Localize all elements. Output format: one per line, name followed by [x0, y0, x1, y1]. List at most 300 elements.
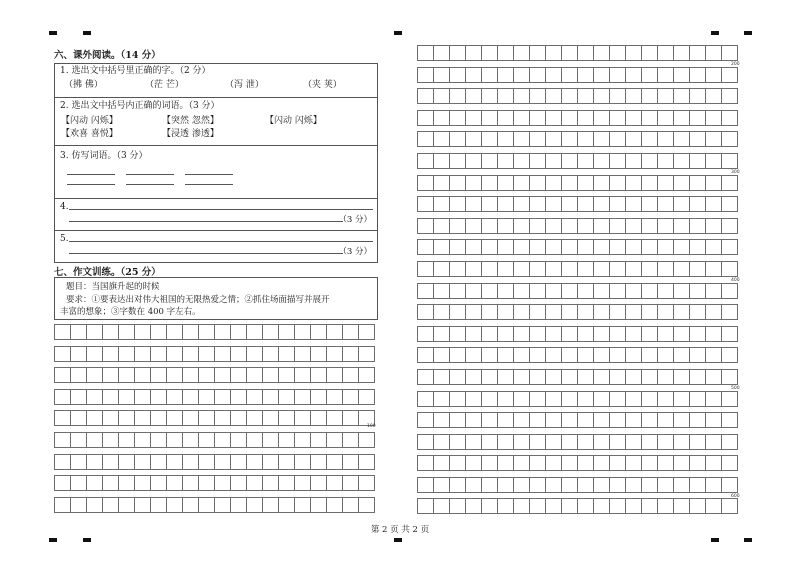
grid-cell[interactable]: [326, 497, 343, 513]
grid-cell[interactable]: [641, 131, 658, 147]
grid-cell[interactable]: [529, 304, 546, 320]
grid-cell[interactable]: [417, 477, 434, 493]
grid-cell[interactable]: [593, 498, 610, 514]
grid-cell[interactable]: [358, 432, 375, 448]
grid-cell[interactable]: [118, 324, 135, 340]
grid-cell[interactable]: [417, 88, 434, 104]
grid-cell[interactable]: [529, 347, 546, 363]
grid-cell[interactable]: [246, 367, 263, 383]
grid-cell[interactable]: [513, 347, 530, 363]
grid-cell[interactable]: [433, 45, 450, 61]
grid-cell[interactable]: [134, 367, 151, 383]
grid-cell[interactable]: [86, 367, 103, 383]
grid-cell[interactable]: [529, 218, 546, 234]
grid-cell[interactable]: [721, 434, 738, 450]
grid-cell[interactable]: [497, 175, 514, 191]
grid-cell[interactable]: [593, 455, 610, 471]
grid-cell[interactable]: [593, 67, 610, 83]
grid-cell[interactable]: [657, 239, 674, 255]
grid-cell[interactable]: [641, 175, 658, 191]
answer-line[interactable]: [69, 221, 343, 222]
grid-cell[interactable]: [465, 218, 482, 234]
grid-cell[interactable]: [294, 324, 311, 340]
grid-cell[interactable]: [721, 304, 738, 320]
grid-cell[interactable]: [721, 67, 738, 83]
grid-cell[interactable]: [230, 475, 247, 491]
grid-cell[interactable]: [545, 304, 562, 320]
grid-cell[interactable]: [342, 432, 359, 448]
grid-cell[interactable]: [625, 45, 642, 61]
grid-cell[interactable]: [705, 412, 722, 428]
grid-cell[interactable]: [545, 391, 562, 407]
grid-cell[interactable]: [513, 239, 530, 255]
grid-cell[interactable]: [609, 88, 626, 104]
grid-cell[interactable]: [102, 454, 119, 470]
grid-cell[interactable]: [577, 88, 594, 104]
grid-cell[interactable]: [625, 110, 642, 126]
grid-cell[interactable]: [641, 304, 658, 320]
grid-cell[interactable]: [673, 412, 690, 428]
grid-cell[interactable]: [433, 239, 450, 255]
grid-cell[interactable]: [577, 196, 594, 212]
grid-cell[interactable]: [134, 410, 151, 426]
grid-cell[interactable]: [481, 369, 498, 385]
grid-cell[interactable]: [625, 239, 642, 255]
grid-cell[interactable]: [70, 432, 87, 448]
grid-cell[interactable]: [593, 412, 610, 428]
grid-cell[interactable]: [529, 239, 546, 255]
grid-cell[interactable]: [182, 324, 199, 340]
grid-cell[interactable]: [657, 131, 674, 147]
grid-cell[interactable]: [625, 261, 642, 277]
grid-cell[interactable]: [657, 498, 674, 514]
grid-cell[interactable]: [609, 455, 626, 471]
grid-cell[interactable]: [705, 347, 722, 363]
grid-cell[interactable]: [358, 324, 375, 340]
grid-cell[interactable]: [433, 304, 450, 320]
grid-cell[interactable]: [246, 389, 263, 405]
grid-cell[interactable]: [70, 475, 87, 491]
grid-cell[interactable]: [529, 88, 546, 104]
grid-cell[interactable]: [465, 498, 482, 514]
grid-cell[interactable]: [689, 153, 706, 169]
grid-cell[interactable]: [625, 304, 642, 320]
grid-cell[interactable]: [545, 239, 562, 255]
grid-cell[interactable]: [545, 347, 562, 363]
grid-cell[interactable]: [545, 153, 562, 169]
grid-cell[interactable]: [689, 391, 706, 407]
grid-cell[interactable]: [358, 475, 375, 491]
grid-cell[interactable]: [529, 369, 546, 385]
grid-cell[interactable]: [481, 261, 498, 277]
grid-cell[interactable]: [246, 346, 263, 362]
grid-cell[interactable]: [310, 324, 327, 340]
grid-cell[interactable]: [625, 88, 642, 104]
grid-cell[interactable]: [198, 497, 215, 513]
grid-cell[interactable]: [721, 498, 738, 514]
grid-cell[interactable]: [577, 67, 594, 83]
grid-cell[interactable]: [593, 45, 610, 61]
grid-cell[interactable]: [689, 175, 706, 191]
grid-cell[interactable]: [657, 88, 674, 104]
grid-cell[interactable]: [593, 239, 610, 255]
grid-cell[interactable]: [641, 67, 658, 83]
grid-cell[interactable]: [326, 475, 343, 491]
grid-cell[interactable]: [262, 410, 279, 426]
grid-cell[interactable]: [134, 475, 151, 491]
grid-cell[interactable]: [214, 346, 231, 362]
grid-cell[interactable]: [342, 346, 359, 362]
grid-cell[interactable]: [561, 175, 578, 191]
grid-cell[interactable]: [433, 455, 450, 471]
grid-cell[interactable]: [625, 455, 642, 471]
grid-cell[interactable]: [641, 88, 658, 104]
grid-cell[interactable]: [417, 153, 434, 169]
composition-grid-left[interactable]: [54, 324, 374, 518]
grid-cell[interactable]: [577, 391, 594, 407]
grid-cell[interactable]: [529, 196, 546, 212]
grid-cell[interactable]: [529, 477, 546, 493]
grid-cell[interactable]: [54, 367, 71, 383]
grid-cell[interactable]: [513, 218, 530, 234]
grid-cell[interactable]: [609, 326, 626, 342]
grid-cell[interactable]: [198, 346, 215, 362]
q2-option[interactable]: 【闪动 闪烁】: [265, 116, 322, 126]
grid-cell[interactable]: [198, 475, 215, 491]
grid-cell[interactable]: [70, 410, 87, 426]
grid-cell[interactable]: [593, 175, 610, 191]
grid-cell[interactable]: [689, 110, 706, 126]
grid-cell[interactable]: [561, 67, 578, 83]
grid-cell[interactable]: [262, 389, 279, 405]
grid-cell[interactable]: [246, 497, 263, 513]
grid-cell[interactable]: [721, 283, 738, 299]
grid-cell[interactable]: [417, 261, 434, 277]
grid-cell[interactable]: [577, 261, 594, 277]
grid-cell[interactable]: [577, 239, 594, 255]
grid-cell[interactable]: [70, 346, 87, 362]
grid-cell[interactable]: [513, 196, 530, 212]
grid-cell[interactable]: [262, 454, 279, 470]
grid-cell[interactable]: [577, 153, 594, 169]
grid-cell[interactable]: [561, 434, 578, 450]
grid-cell[interactable]: [577, 45, 594, 61]
grid-cell[interactable]: [545, 369, 562, 385]
grid-cell[interactable]: [657, 434, 674, 450]
grid-cell[interactable]: [593, 304, 610, 320]
grid-cell[interactable]: [278, 346, 295, 362]
grid-cell[interactable]: [86, 324, 103, 340]
grid-cell[interactable]: [262, 475, 279, 491]
grid-cell[interactable]: [545, 131, 562, 147]
grid-cell[interactable]: [118, 346, 135, 362]
grid-cell[interactable]: [497, 239, 514, 255]
grid-cell[interactable]: [326, 367, 343, 383]
grid-cell[interactable]: [246, 454, 263, 470]
grid-cell[interactable]: [609, 218, 626, 234]
grid-cell[interactable]: [577, 347, 594, 363]
grid-cell[interactable]: [689, 477, 706, 493]
grid-cell[interactable]: [545, 412, 562, 428]
grid-cell[interactable]: [166, 389, 183, 405]
grid-cell[interactable]: [433, 326, 450, 342]
grid-cell[interactable]: [262, 324, 279, 340]
grid-cell[interactable]: [166, 497, 183, 513]
grid-cell[interactable]: [198, 432, 215, 448]
grid-cell[interactable]: [673, 304, 690, 320]
grid-cell[interactable]: [513, 67, 530, 83]
grid-cell[interactable]: [182, 432, 199, 448]
grid-cell[interactable]: [294, 497, 311, 513]
grid-cell[interactable]: [705, 455, 722, 471]
grid-cell[interactable]: [214, 454, 231, 470]
grid-cell[interactable]: [86, 346, 103, 362]
grid-cell[interactable]: [577, 326, 594, 342]
grid-cell[interactable]: [326, 432, 343, 448]
grid-cell[interactable]: [561, 369, 578, 385]
grid-cell[interactable]: [673, 67, 690, 83]
grid-cell[interactable]: [705, 283, 722, 299]
grid-cell[interactable]: [294, 346, 311, 362]
grid-cell[interactable]: [721, 131, 738, 147]
grid-cell[interactable]: [449, 153, 466, 169]
grid-cell[interactable]: [577, 175, 594, 191]
grid-cell[interactable]: [449, 131, 466, 147]
grid-cell[interactable]: [625, 196, 642, 212]
grid-cell[interactable]: [625, 131, 642, 147]
grid-cell[interactable]: [657, 326, 674, 342]
grid-cell[interactable]: [262, 497, 279, 513]
grid-cell[interactable]: [497, 434, 514, 450]
grid-cell[interactable]: [449, 196, 466, 212]
grid-cell[interactable]: [641, 369, 658, 385]
grid-cell[interactable]: [54, 410, 71, 426]
grid-cell[interactable]: [54, 454, 71, 470]
grid-cell[interactable]: [449, 45, 466, 61]
grid-cell[interactable]: [673, 369, 690, 385]
grid-cell[interactable]: [721, 369, 738, 385]
grid-cell[interactable]: [481, 434, 498, 450]
grid-cell[interactable]: [577, 412, 594, 428]
grid-cell[interactable]: [657, 283, 674, 299]
grid-cell[interactable]: [721, 412, 738, 428]
grid-cell[interactable]: [721, 347, 738, 363]
answer-line[interactable]: [69, 241, 373, 242]
grid-cell[interactable]: [86, 410, 103, 426]
grid-cell[interactable]: [625, 218, 642, 234]
grid-cell[interactable]: [529, 412, 546, 428]
grid-cell[interactable]: [246, 324, 263, 340]
grid-cell[interactable]: [134, 346, 151, 362]
grid-cell[interactable]: [358, 497, 375, 513]
grid-cell[interactable]: [358, 389, 375, 405]
grid-cell[interactable]: [689, 369, 706, 385]
grid-cell[interactable]: [465, 67, 482, 83]
grid-cell[interactable]: [214, 324, 231, 340]
grid-cell[interactable]: [609, 110, 626, 126]
grid-cell[interactable]: [481, 304, 498, 320]
grid-cell[interactable]: [278, 367, 295, 383]
grid-cell[interactable]: [465, 326, 482, 342]
grid-cell[interactable]: [134, 432, 151, 448]
grid-cell[interactable]: [641, 455, 658, 471]
grid-cell[interactable]: [625, 347, 642, 363]
grid-cell[interactable]: [449, 412, 466, 428]
grid-cell[interactable]: [182, 497, 199, 513]
grid-cell[interactable]: [497, 261, 514, 277]
grid-cell[interactable]: [150, 367, 167, 383]
grid-cell[interactable]: [118, 367, 135, 383]
grid-cell[interactable]: [609, 67, 626, 83]
grid-cell[interactable]: [134, 497, 151, 513]
grid-cell[interactable]: [513, 498, 530, 514]
grid-cell[interactable]: [417, 391, 434, 407]
grid-cell[interactable]: [230, 454, 247, 470]
grid-cell[interactable]: [577, 498, 594, 514]
grid-cell[interactable]: [721, 455, 738, 471]
grid-cell[interactable]: [561, 326, 578, 342]
grid-cell[interactable]: [657, 455, 674, 471]
grid-cell[interactable]: [278, 389, 295, 405]
grid-cell[interactable]: [86, 497, 103, 513]
grid-cell[interactable]: [465, 196, 482, 212]
grid-cell[interactable]: [118, 497, 135, 513]
grid-cell[interactable]: [673, 283, 690, 299]
grid-cell[interactable]: [609, 369, 626, 385]
grid-cell[interactable]: [577, 131, 594, 147]
grid-cell[interactable]: [449, 110, 466, 126]
grid-cell[interactable]: [689, 45, 706, 61]
answer-blank[interactable]: [185, 184, 233, 185]
grid-cell[interactable]: [417, 304, 434, 320]
grid-cell[interactable]: [641, 218, 658, 234]
grid-cell[interactable]: [326, 454, 343, 470]
q2-option[interactable]: 【浸透 渗透】: [162, 129, 219, 139]
grid-cell[interactable]: [513, 283, 530, 299]
grid-cell[interactable]: [70, 389, 87, 405]
grid-cell[interactable]: [545, 45, 562, 61]
grid-cell[interactable]: [529, 283, 546, 299]
grid-cell[interactable]: [721, 239, 738, 255]
grid-cell[interactable]: [545, 88, 562, 104]
grid-cell[interactable]: [102, 324, 119, 340]
grid-cell[interactable]: [310, 432, 327, 448]
grid-cell[interactable]: [689, 283, 706, 299]
grid-cell[interactable]: [481, 326, 498, 342]
grid-cell[interactable]: [577, 304, 594, 320]
grid-cell[interactable]: [609, 45, 626, 61]
grid-cell[interactable]: [481, 45, 498, 61]
grid-cell[interactable]: [465, 434, 482, 450]
grid-cell[interactable]: [609, 283, 626, 299]
grid-cell[interactable]: [465, 239, 482, 255]
grid-cell[interactable]: [449, 391, 466, 407]
grid-cell[interactable]: [481, 67, 498, 83]
grid-cell[interactable]: [593, 326, 610, 342]
grid-cell[interactable]: [433, 477, 450, 493]
grid-cell[interactable]: [417, 283, 434, 299]
q1-option[interactable]: （拂 佛）: [64, 80, 103, 90]
grid-cell[interactable]: [54, 389, 71, 405]
grid-cell[interactable]: [721, 153, 738, 169]
grid-cell[interactable]: [134, 454, 151, 470]
grid-cell[interactable]: [278, 324, 295, 340]
grid-cell[interactable]: [465, 455, 482, 471]
grid-cell[interactable]: [641, 283, 658, 299]
grid-cell[interactable]: [641, 196, 658, 212]
grid-cell[interactable]: [417, 218, 434, 234]
grid-cell[interactable]: [70, 367, 87, 383]
grid-cell[interactable]: [561, 153, 578, 169]
answer-line[interactable]: [69, 253, 343, 254]
grid-cell[interactable]: [545, 283, 562, 299]
grid-cell[interactable]: [449, 261, 466, 277]
grid-cell[interactable]: [641, 477, 658, 493]
grid-cell[interactable]: [449, 283, 466, 299]
grid-cell[interactable]: [166, 475, 183, 491]
grid-cell[interactable]: [657, 369, 674, 385]
grid-cell[interactable]: [657, 412, 674, 428]
grid-cell[interactable]: [449, 239, 466, 255]
grid-cell[interactable]: [609, 239, 626, 255]
grid-cell[interactable]: [561, 45, 578, 61]
grid-cell[interactable]: [150, 497, 167, 513]
grid-cell[interactable]: [54, 475, 71, 491]
grid-cell[interactable]: [561, 88, 578, 104]
grid-cell[interactable]: [102, 410, 119, 426]
grid-cell[interactable]: [326, 389, 343, 405]
grid-cell[interactable]: [449, 347, 466, 363]
grid-cell[interactable]: [593, 434, 610, 450]
grid-cell[interactable]: [465, 175, 482, 191]
grid-cell[interactable]: [342, 389, 359, 405]
grid-cell[interactable]: [465, 477, 482, 493]
grid-cell[interactable]: [449, 455, 466, 471]
grid-cell[interactable]: [609, 477, 626, 493]
grid-cell[interactable]: [417, 110, 434, 126]
grid-cell[interactable]: [689, 412, 706, 428]
grid-cell[interactable]: [529, 153, 546, 169]
grid-cell[interactable]: [641, 153, 658, 169]
grid-cell[interactable]: [118, 410, 135, 426]
grid-cell[interactable]: [577, 455, 594, 471]
grid-cell[interactable]: [342, 454, 359, 470]
grid-cell[interactable]: [417, 131, 434, 147]
grid-cell[interactable]: [497, 110, 514, 126]
grid-cell[interactable]: [497, 153, 514, 169]
grid-cell[interactable]: [497, 218, 514, 234]
grid-cell[interactable]: [641, 110, 658, 126]
grid-cell[interactable]: [198, 454, 215, 470]
answer-blank[interactable]: [67, 174, 115, 175]
grid-cell[interactable]: [310, 475, 327, 491]
grid-cell[interactable]: [513, 412, 530, 428]
grid-cell[interactable]: [246, 432, 263, 448]
grid-cell[interactable]: [497, 88, 514, 104]
grid-cell[interactable]: [433, 261, 450, 277]
grid-cell[interactable]: [433, 196, 450, 212]
grid-cell[interactable]: [705, 196, 722, 212]
grid-cell[interactable]: [689, 88, 706, 104]
grid-cell[interactable]: [689, 261, 706, 277]
grid-cell[interactable]: [545, 477, 562, 493]
grid-cell[interactable]: [417, 67, 434, 83]
grid-cell[interactable]: [102, 367, 119, 383]
grid-cell[interactable]: [481, 239, 498, 255]
grid-cell[interactable]: [689, 326, 706, 342]
grid-cell[interactable]: [465, 304, 482, 320]
grid-cell[interactable]: [166, 324, 183, 340]
